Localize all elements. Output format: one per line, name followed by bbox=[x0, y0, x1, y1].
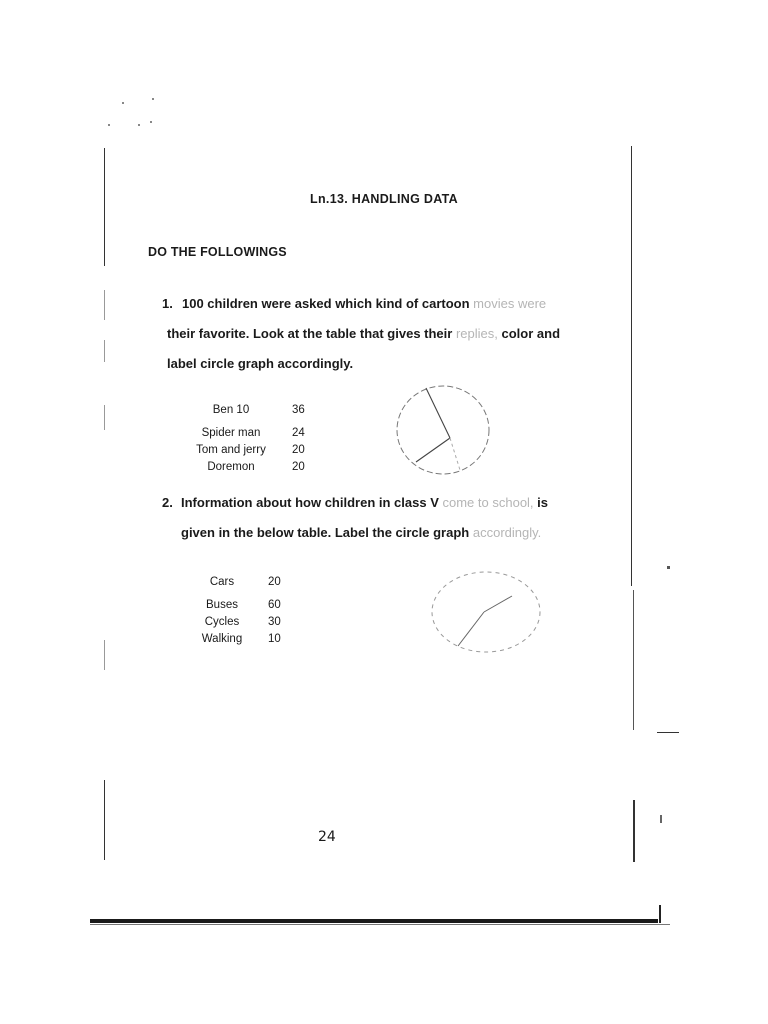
question-2-faint-text: accordingly. bbox=[472, 525, 542, 540]
page-number: 24 bbox=[318, 829, 336, 845]
table-row bbox=[186, 441, 305, 458]
question-1-text: 100 children were asked which kind of cartoon bbox=[182, 296, 470, 311]
scan-speck bbox=[108, 124, 110, 126]
table-cell-label: Cars bbox=[209, 575, 235, 588]
table-cell-value: 20 bbox=[292, 460, 305, 473]
question-2-faint-text: come to school, bbox=[442, 495, 534, 510]
question-2-text: is bbox=[537, 495, 549, 510]
table-cell-label: Cycles bbox=[204, 615, 240, 628]
right-margin-line bbox=[631, 146, 632, 586]
transport-data-table bbox=[192, 573, 281, 647]
edge-mark bbox=[659, 905, 661, 923]
table-row bbox=[192, 613, 281, 630]
circle-graph-sector-line bbox=[458, 612, 484, 646]
circle-graph-sector-line bbox=[484, 596, 512, 612]
table-row bbox=[192, 630, 281, 647]
table-cell-value: 60 bbox=[268, 598, 281, 611]
left-margin-line bbox=[104, 148, 105, 266]
table-cell-label: Spider man bbox=[201, 426, 261, 439]
table-cell-value: 30 bbox=[268, 615, 281, 628]
scan-speck bbox=[660, 815, 662, 823]
question-1-text: their favorite. Look at the table that gives their bbox=[167, 326, 453, 341]
table-cell-label: Tom and jerry bbox=[196, 443, 266, 456]
left-margin-line bbox=[104, 340, 105, 362]
table-cell-label: Buses bbox=[206, 598, 238, 611]
left-margin-line bbox=[104, 780, 105, 860]
question-1-line-3: label circle graph accordingly. bbox=[167, 356, 354, 371]
table-row bbox=[186, 401, 305, 418]
table-cell-value: 20 bbox=[268, 575, 281, 588]
table-cell-value: 20 bbox=[292, 443, 305, 456]
question-2-line-2 bbox=[181, 525, 541, 540]
question-1-faint-text: movies were bbox=[473, 296, 547, 311]
circle-graph-sector-line bbox=[450, 438, 460, 470]
question-2-text: Information about how children in class V bbox=[181, 495, 439, 510]
left-margin-line bbox=[104, 640, 105, 670]
question-1-line-1 bbox=[182, 296, 546, 311]
question-2-text: given in the below table. Label the circle graph bbox=[181, 525, 470, 540]
scan-speck bbox=[150, 121, 152, 123]
table-cell-label: Ben 10 bbox=[212, 403, 250, 416]
page-bottom-edge bbox=[90, 924, 670, 925]
question-2-line-1 bbox=[181, 495, 548, 510]
table-cell-label: Doremon bbox=[207, 460, 255, 473]
question-1-number: 1. bbox=[162, 296, 173, 311]
circle-graph-outline bbox=[397, 386, 489, 474]
question-1-text: color and bbox=[501, 326, 561, 341]
table-cell-value: 10 bbox=[268, 632, 281, 645]
instructions-heading: DO THE FOLLOWINGS bbox=[148, 245, 287, 259]
table-cell-value: 36 bbox=[292, 403, 305, 416]
table-row bbox=[186, 418, 305, 441]
scan-speck bbox=[138, 124, 140, 126]
edge-mark bbox=[657, 732, 679, 733]
scan-speck bbox=[122, 102, 124, 104]
question-1-line-2 bbox=[167, 326, 560, 341]
circle-graph-sector-line bbox=[426, 388, 450, 438]
table-row bbox=[192, 573, 281, 590]
table-row bbox=[186, 458, 305, 475]
scan-speck bbox=[152, 98, 154, 100]
table-row bbox=[192, 590, 281, 613]
question-2-number: 2. bbox=[162, 495, 173, 510]
scan-speck bbox=[667, 566, 670, 569]
left-margin-line bbox=[104, 290, 105, 320]
page-bottom-edge bbox=[90, 919, 658, 923]
lesson-title: Ln.13. HANDLING DATA bbox=[310, 192, 458, 206]
circle-graph-sector-line bbox=[416, 438, 450, 462]
question-1-faint-text: replies, bbox=[455, 326, 498, 341]
transport-circle-graph bbox=[424, 566, 548, 660]
left-margin-line bbox=[104, 405, 105, 430]
cartoon-circle-graph bbox=[388, 380, 498, 480]
right-margin-line bbox=[633, 590, 634, 730]
table-cell-label: Walking bbox=[201, 632, 243, 645]
table-cell-value: 24 bbox=[292, 426, 305, 439]
right-margin-line bbox=[633, 800, 635, 862]
cartoon-data-table bbox=[186, 401, 305, 475]
circle-graph-outline bbox=[432, 572, 540, 652]
